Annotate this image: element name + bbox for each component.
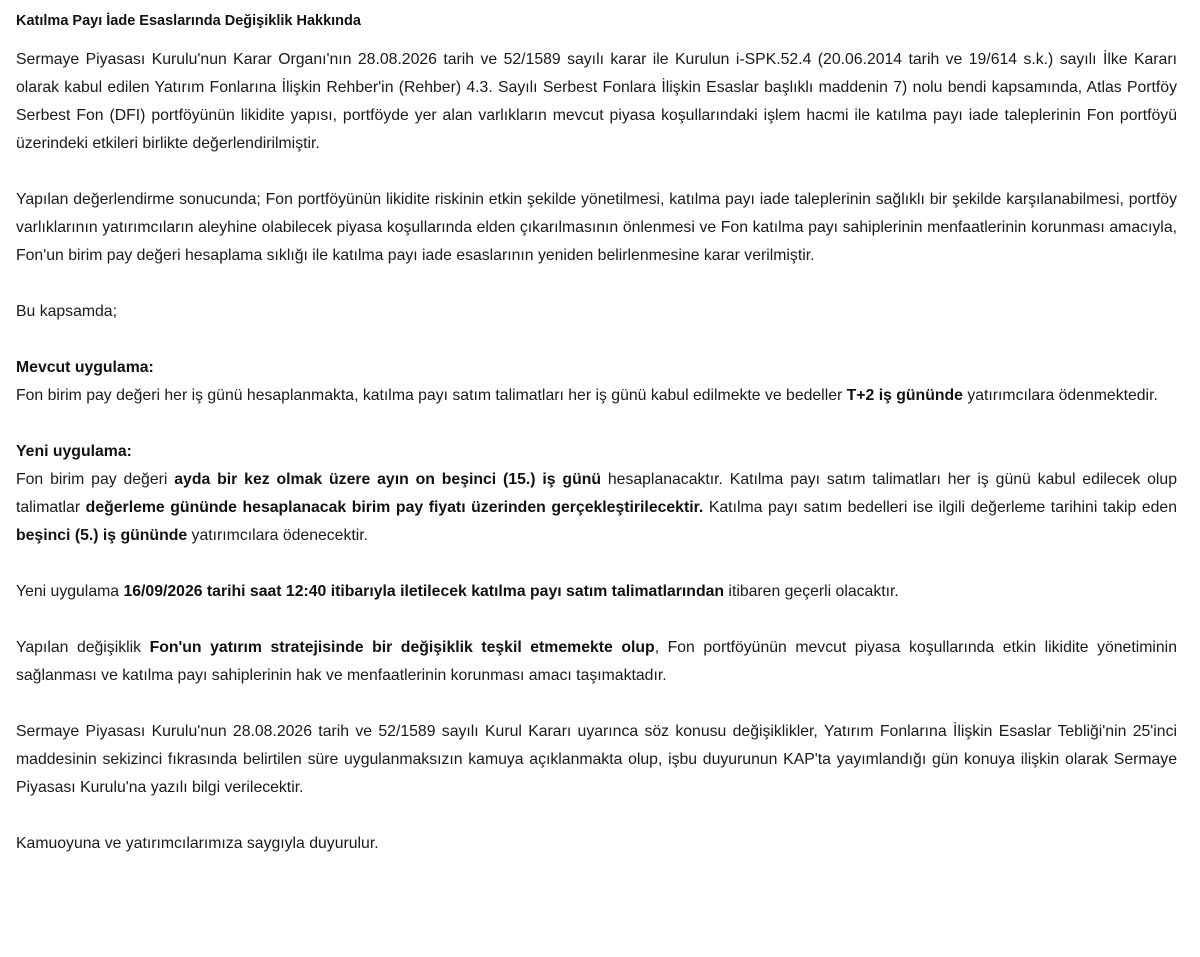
current-bold-1: T+2 iş gününde bbox=[846, 387, 963, 404]
new-bold-2: değerleme gününde hesaplanacak birim pay fiyatı üzerinden gerçekleştirilecektir. bbox=[85, 499, 704, 516]
spacer bbox=[16, 690, 1177, 718]
spacer bbox=[16, 410, 1177, 438]
new-text-2: hesaplanacaktır. Katılma payı satım talimatları her iş günü kabul edilecek olup talimatlar bbox=[16, 471, 1177, 516]
spacer bbox=[16, 326, 1177, 354]
change-text-2: , Fon portföyünün mevcut piyasa koşullarında etkin likidite yönetiminin sağlanması ve katılma payı sahiplerinin hak ve menfaatlerinin korunması amacı taşımaktadır. bbox=[16, 639, 1177, 684]
paragraph-scope: Bu kapsamda; bbox=[16, 303, 117, 320]
effective-date-paragraph bbox=[16, 578, 1177, 606]
new-text-4: yatırımcılara ödenecektir. bbox=[187, 527, 369, 544]
change-paragraph bbox=[16, 634, 1177, 690]
new-practice-paragraph bbox=[16, 466, 1177, 550]
spacer bbox=[16, 550, 1177, 578]
new-practice-heading bbox=[16, 438, 1177, 466]
change-text-1: Yapılan değişiklik bbox=[16, 639, 150, 656]
new-text-3: Katılma payı satım bedelleri ise ilgili değerleme tarihini takip eden bbox=[703, 499, 1177, 516]
current-practice-heading bbox=[16, 354, 1177, 382]
effective-text-1: Yeni uygulama bbox=[16, 583, 124, 600]
effective-bold-1: 16/09/2026 tarihi saat 12:40 itibarıyla iletilecek katılma payı satım talimatlarından bbox=[123, 583, 725, 600]
new-bold-1: ayda bir kez olmak üzere ayın on beşinci (15.) iş günü bbox=[174, 471, 602, 488]
change-bold-1: Fon'un yatırım stratejisinde bir değişiklik teşkil etmemekte olup bbox=[149, 639, 655, 656]
new-practice-heading-text: Yeni uygulama: bbox=[16, 443, 132, 460]
spacer bbox=[16, 158, 1177, 186]
paragraph-board-decision: Sermaye Piyasası Kurulu'nun Karar Organı'nın 28.08.2026 tarih ve 52/1589 sayılı karar ile Kurulun i-SPK.52.4 (20.06.2014 tarih ve 19/614 s.k.) sayılı İlke Kararı olarak kabul edilen Yatırım Fonlarına İlişkin Rehber'in (Rehber) 4.3. Sayılı Serbest Fonlara İlişkin Esaslar başlıklı maddenin 7) nolu bendi kapsamında, Atlas Portföy Serbest Fon (DFI) portföyünün likidite yapısı, portföyde yer alan varlıkların mevcut piyasa koşullarındaki işlem hacmi ile katılma payı iade taleplerinin Fon portföyü üzerindeki etkileri birlikte değerlendirilmiştir. bbox=[16, 51, 1177, 152]
current-text-2: yatırımcılara ödenmektedir. bbox=[962, 387, 1158, 404]
legal-notice-paragraph: Sermaye Piyasası Kurulu'nun 28.08.2026 tarih ve 52/1589 sayılı Kurul Kararı uyarınca söz konusu değişiklikler, Yatırım Fonlarına İlişkin Esaslar Tebliği'nin 25'inci maddesinin sekizinci fıkrasında belirtilen süre uygulanmaksızın kamuya açıklanmakta olup, işbu duyurunun KAP'ta yayımlandığı gün konuya ilişkin olarak Sermaye Piyasası Kurulu'na yazılı bilgi verilecektir. bbox=[16, 723, 1177, 796]
new-text-1: Fon birim pay değeri bbox=[16, 471, 175, 488]
current-text-1: Fon birim pay değeri her iş günü hesaplanmakta, katılma payı satım talimatları her iş günü kabul edilmekte ve bedeller bbox=[16, 387, 847, 404]
announcement-title: Katılma Payı İade Esaslarında Değişiklik Hakkında bbox=[16, 13, 361, 29]
spacer bbox=[16, 606, 1177, 634]
spacer bbox=[16, 802, 1177, 830]
closing-paragraph: Kamuoyuna ve yatırımcılarımıza saygıyla duyurulur. bbox=[16, 835, 379, 852]
paragraph-evaluation-result: Yapılan değerlendirme sonucunda; Fon portföyünün likidite riskinin etkin şekilde yönetilmesi, katılma payı iade taleplerinin sağlıklı bir şekilde karşılanabilmesi, portföy varlıklarının yatırımcıların aleyhine olabilecek piyasa koşullarında elden çıkarılmasının önlenmesi ve Fon katılma payı sahiplerinin menfaatlerinin korunması amacıyla, Fon'un birim pay değeri hesaplama sıklığı ile katılma payı iade esaslarının yeniden belirlenmesine karar verilmiştir. bbox=[16, 191, 1177, 264]
new-bold-3: beşinci (5.) iş gününde bbox=[16, 527, 188, 544]
current-practice-paragraph bbox=[16, 382, 1177, 410]
current-practice-heading-text: Mevcut uygulama: bbox=[16, 359, 154, 376]
spacer bbox=[16, 270, 1177, 298]
effective-text-2: itibaren geçerli olacaktır. bbox=[724, 583, 899, 600]
